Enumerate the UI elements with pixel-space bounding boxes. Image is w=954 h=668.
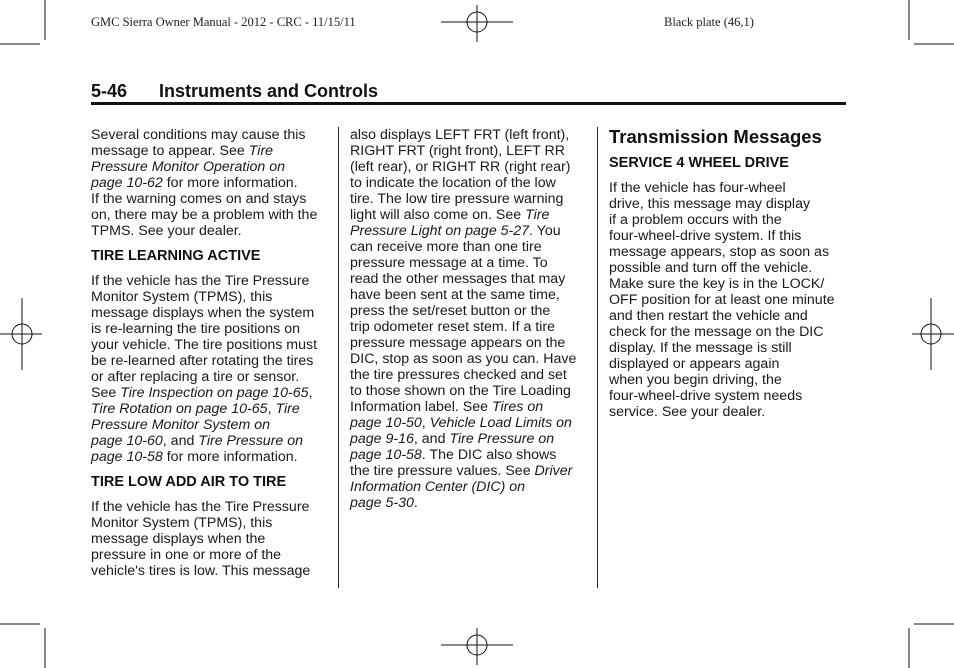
cross-reference: page 5-30 [350, 495, 414, 511]
column-3 [609, 127, 849, 420]
text-line: or after replacing a tire or sensor. [91, 369, 300, 385]
text-line: pressure message at a time. To [350, 255, 548, 271]
paragraph-intro [91, 127, 331, 239]
text-line: page 5-30. [350, 495, 418, 511]
text-line: See Tire Inspection on page 10-65, [91, 385, 313, 401]
text-line: Several conditions may cause this [91, 127, 306, 143]
text-line: page 10-58. The DIC also shows [350, 447, 557, 463]
text-line: Pressure Light on page 5-27. You [350, 223, 561, 239]
cross-reference: Pressure Monitor Operation on [91, 159, 285, 175]
text-line: to those shown on the Tire Loading [350, 383, 571, 399]
cross-reference: page 10-60 [91, 433, 163, 449]
text-line: pressure in one or more of the [91, 547, 282, 563]
column-2 [350, 127, 590, 511]
text-line: Information label. See Tires on [350, 399, 544, 415]
cross-reference: Vehicle Load Limits on [429, 415, 572, 431]
cross-reference: Tire Pressure on [198, 433, 304, 449]
text-line: when you begin driving, the [609, 372, 782, 388]
registration-mark-right [912, 298, 954, 370]
text-line: If the vehicle has the Tire Pressure [91, 273, 310, 289]
text-line [350, 479, 590, 495]
text-line: DIC, stop as soon as you can. Have [350, 351, 577, 367]
text-line: check for the message on the DIC [609, 324, 824, 340]
paragraph-tire-learning [91, 273, 331, 465]
text-line: service. See your dealer. [609, 404, 766, 420]
text-line: Make sure the key is in the LOCK/ [609, 276, 825, 292]
cross-reference: Tire Rotation on page 10-65 [91, 401, 268, 417]
cross-reference: Tire Pressure on [449, 431, 555, 447]
text-line: vehicle's tires is low. This message [91, 563, 311, 579]
cross-reference: page 10-62 [91, 175, 163, 191]
text-line: possible and turn off the vehicle. [609, 260, 813, 276]
heading-service-4-wheel-drive: SERVICE 4 WHEEL DRIVE [609, 155, 789, 171]
paragraph-service-4wd [609, 180, 849, 420]
column-1 [91, 127, 331, 579]
print-header-right: Black plate (46,1) [664, 15, 754, 29]
registration-mark-top [441, 5, 513, 42]
text-line: page 10-50, Vehicle Load Limits on [350, 415, 572, 431]
cross-reference: Tires on [491, 399, 544, 415]
text-line: drive, this message may display [609, 196, 811, 212]
text-line: your vehicle. The tire positions must [91, 337, 318, 353]
heading-transmission-messages: Transmission Messages [609, 126, 822, 147]
text-line [91, 417, 331, 433]
text-line: page 10-62 for more information. [91, 175, 298, 191]
text-line: four-wheel-drive system needs [609, 388, 803, 404]
text-line: tire. The low tire pressure warning [350, 191, 564, 207]
text-line: pressure message appears on the [350, 335, 566, 351]
text-line: the tire pressure values. See Driver [350, 463, 573, 479]
cross-reference: Information Center (DIC) on [350, 479, 526, 495]
text-line: message displays when the [91, 531, 266, 547]
text-line: read the other messages that may [350, 271, 566, 287]
column-divider-2 [597, 127, 598, 588]
cross-reference: page 10-58 [350, 447, 422, 463]
text-line: OFF position for at least one minute [609, 292, 835, 308]
text-line: display. If the message is still [609, 340, 792, 356]
text-line: If the vehicle has the Tire Pressure [91, 499, 310, 515]
text-line: Monitor System (TPMS), this [91, 515, 273, 531]
page-heading [91, 80, 846, 105]
cross-reference: Pressure Light on page 5-27 [350, 223, 530, 239]
text-line: on, there may be a problem with the [91, 207, 318, 223]
registration-mark-bottom [441, 628, 513, 665]
text-line: also displays LEFT FRT (left front), [350, 127, 570, 143]
text-line [91, 159, 331, 175]
cross-reference: page 10-58 [91, 449, 163, 465]
text-line: have been sent at the same time, [350, 287, 560, 303]
cross-reference: page 9-16 [350, 431, 414, 447]
text-line: If the vehicle has four-wheel [609, 180, 786, 196]
heading-tire-low-add-air: TIRE LOW ADD AIR TO TIRE [91, 474, 287, 490]
print-header-left: GMC Sierra Owner Manual - 2012 - CRC - 11/15/11 [91, 15, 356, 29]
paragraph-tire-pressure-continued [350, 127, 590, 511]
cross-reference: Tire [248, 143, 274, 159]
heading-tire-learning-active: TIRE LEARNING ACTIVE [91, 248, 261, 264]
text-line: page 9-16, and Tire Pressure on [350, 431, 555, 447]
text-line: displayed or appears again [609, 356, 780, 372]
text-line: message displays when the system [91, 305, 315, 321]
text-line: press the set/reset button or the [350, 303, 551, 319]
text-line: four-wheel-drive system. If this [609, 228, 802, 244]
text-line: message appears, stop as soon as [609, 244, 830, 260]
text-line: (left rear), or RIGHT RR (right rear) [350, 159, 571, 175]
text-line: TPMS. See your dealer. [91, 223, 242, 239]
text-line: RIGHT FRT (right front), LEFT RR [350, 143, 565, 159]
text-line: light will also come on. See Tire [350, 207, 550, 223]
text-line: page 10-58 for more information. [91, 449, 298, 465]
text-line: Tire Rotation on page 10-65, Tire [91, 401, 300, 417]
column-divider-1 [338, 127, 339, 588]
text-line: to indicate the location of the low [350, 175, 556, 191]
text-line: if a problem occurs with the [609, 212, 782, 228]
text-line: trip odometer reset stem. If a tire [350, 319, 556, 335]
cross-reference: Driver [534, 463, 573, 479]
cross-reference: Tire [275, 401, 300, 417]
page-number: 5-46 [91, 81, 128, 101]
text-line: page 10-60, and Tire Pressure on [91, 433, 304, 449]
text-line: be re-learned after rotating the tires [91, 353, 314, 369]
cross-reference: Tire [525, 207, 550, 223]
text-line: the tire pressures checked and set [350, 367, 567, 383]
text-line: Monitor System (TPMS), this [91, 289, 273, 305]
text-line: can receive more than one tire [350, 239, 542, 255]
paragraph-tire-low [91, 499, 331, 579]
text-line: is re-learning the tire positions on [91, 321, 300, 337]
cross-reference: Tire Inspection on page 10-65 [120, 385, 309, 401]
cross-reference: Pressure Monitor System on [91, 417, 270, 433]
text-line: If the warning comes on and stays [91, 191, 307, 207]
text-line: and then restart the vehicle and [609, 308, 808, 324]
registration-mark-left [0, 298, 42, 370]
section-title: Instruments and Controls [159, 81, 379, 101]
cross-reference: page 10-50 [350, 415, 422, 431]
text-line: message to appear. See Tire [91, 143, 274, 159]
